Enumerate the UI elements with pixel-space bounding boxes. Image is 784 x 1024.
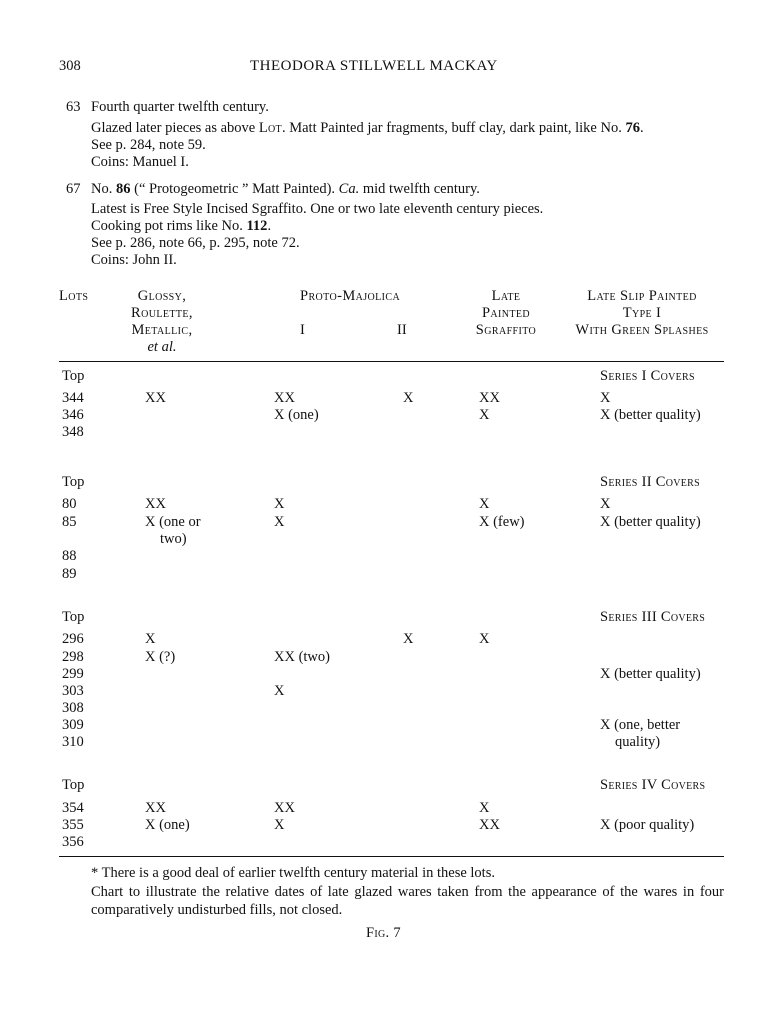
cell-proto-majolica-ii: X <box>403 390 414 406</box>
header-proto-ii: II <box>397 322 407 338</box>
table-row-lot: 344 <box>62 390 84 406</box>
table-row-lot: 89 <box>62 566 77 582</box>
page-number: 308 <box>59 58 81 74</box>
cell-late-slip-painted: X <box>600 390 611 406</box>
cell-late-painted-sgraffito: X <box>479 496 490 512</box>
lot-entry-line: Fourth quarter twelfth century. <box>91 99 269 115</box>
figure-label: Fig. 7 <box>366 925 401 941</box>
cell-glossy: XX <box>145 390 166 406</box>
group-top-label: Top <box>62 368 85 384</box>
table-top-rule <box>59 361 724 362</box>
cell-glossy: XX <box>145 800 166 816</box>
table-row-lot: 348 <box>62 424 84 440</box>
cell-glossy: X <box>145 631 156 647</box>
cell-late-painted-sgraffito: X <box>479 631 490 647</box>
cell-proto-majolica-i: XX <box>274 800 295 816</box>
cell-glossy: two) <box>160 531 187 547</box>
cell-late-painted-sgraffito: X (few) <box>479 514 525 530</box>
cell-late-painted-sgraffito: XX <box>479 390 500 406</box>
cell-glossy: X (?) <box>145 649 176 665</box>
cell-proto-majolica-i: XX <box>274 390 295 406</box>
header-lots: Lots <box>59 288 89 304</box>
series-heading: Series II Covers <box>600 474 701 490</box>
cell-proto-majolica-ii: X <box>403 631 414 647</box>
header-proto-majolica: Proto-Majolica <box>300 288 401 304</box>
table-row-lot: 80 <box>62 496 77 512</box>
cell-late-painted-sgraffito: X <box>479 800 490 816</box>
table-row-lot: 356 <box>62 834 84 850</box>
group-top-label: Top <box>62 474 85 490</box>
header-late-slip-painted: Late Slip Painted Type I With Green Splashes <box>575 288 709 338</box>
table-row-lot: 308 <box>62 700 84 716</box>
cell-late-slip-painted: X (poor quality) <box>600 817 695 833</box>
cell-proto-majolica-i: XX (two) <box>274 649 330 665</box>
header-late-painted-sgraffito: Late Painted Sgraffito <box>475 288 537 338</box>
lot-entry-line: Cooking pot rims like No. 112. <box>91 218 272 234</box>
lot-entry-line: Latest is Free Style Incised Sgraffito. One or two late eleventh century pieces. <box>91 201 544 217</box>
header-glossy: Glossy, Roulette, Metallic, et al. <box>131 288 193 355</box>
lot-entry-line: No. 86 (“ Protogeometric ” Matt Painted). Ca. mid twelfth century. <box>91 181 480 197</box>
lot-entry-line: Coins: John II. <box>91 252 177 268</box>
cell-glossy: X (one) <box>145 817 190 833</box>
cell-proto-majolica-i: X <box>274 496 285 512</box>
table-row-lot: 309 <box>62 717 84 733</box>
table-row-lot: 296 <box>62 631 84 647</box>
cell-late-slip-painted: X (one, better <box>600 717 681 733</box>
table-row-lot: 303 <box>62 683 84 699</box>
series-heading: Series IV Covers <box>600 777 706 793</box>
cell-proto-majolica-i: X <box>274 817 285 833</box>
series-heading: Series I Covers <box>600 368 695 384</box>
cell-late-slip-painted: X (better quality) <box>600 407 701 423</box>
cell-glossy: X (one or <box>145 514 201 530</box>
cell-proto-majolica-i: X <box>274 683 285 699</box>
header-proto-i: I <box>300 322 305 338</box>
cell-proto-majolica-i: X (one) <box>274 407 319 423</box>
cell-late-slip-painted: X (better quality) <box>600 514 701 530</box>
cell-late-painted-sgraffito: X <box>479 407 490 423</box>
figure-caption: Chart to illustrate the relative dates of late glazed wares taken from the appearance of the wares in four comparatively undisturbed fills, not closed. <box>91 884 724 918</box>
cell-late-slip-painted: X (better quality) <box>600 666 701 682</box>
series-heading: Series III Covers <box>600 609 706 625</box>
lot-entry-number: 63 <box>66 99 81 115</box>
table-row-lot: 310 <box>62 734 84 750</box>
lot-entry-line: Glazed later pieces as above Lot. Matt Painted jar fragments, buff clay, dark paint, like No. 76. <box>91 120 644 136</box>
group-top-label: Top <box>62 777 85 793</box>
table-row-lot: 88 <box>62 548 77 564</box>
table-row-lot: 85 <box>62 514 77 530</box>
cell-proto-majolica-i: X <box>274 514 285 530</box>
table-row-lot: 298 <box>62 649 84 665</box>
table-bottom-rule <box>59 856 724 857</box>
table-row-lot: 354 <box>62 800 84 816</box>
lot-entry-number: 67 <box>66 181 81 197</box>
table-row-lot: 355 <box>62 817 84 833</box>
lot-entry-line: Coins: Manuel I. <box>91 154 189 170</box>
lot-entry-line: See p. 284, note 59. <box>91 137 206 153</box>
group-top-label: Top <box>62 609 85 625</box>
cell-late-slip-painted: quality) <box>615 734 661 750</box>
footnote: * There is a good deal of earlier twelfth century material in these lots. <box>91 865 495 881</box>
table-row-lot: 299 <box>62 666 84 682</box>
cell-late-painted-sgraffito: XX <box>479 817 500 833</box>
lot-entry-line: See p. 286, note 66, p. 295, note 72. <box>91 235 300 251</box>
cell-late-slip-painted: X <box>600 496 611 512</box>
running-title: THEODORA STILLWELL MACKAY <box>250 58 498 74</box>
cell-glossy: XX <box>145 496 166 512</box>
table-row-lot: 346 <box>62 407 84 423</box>
